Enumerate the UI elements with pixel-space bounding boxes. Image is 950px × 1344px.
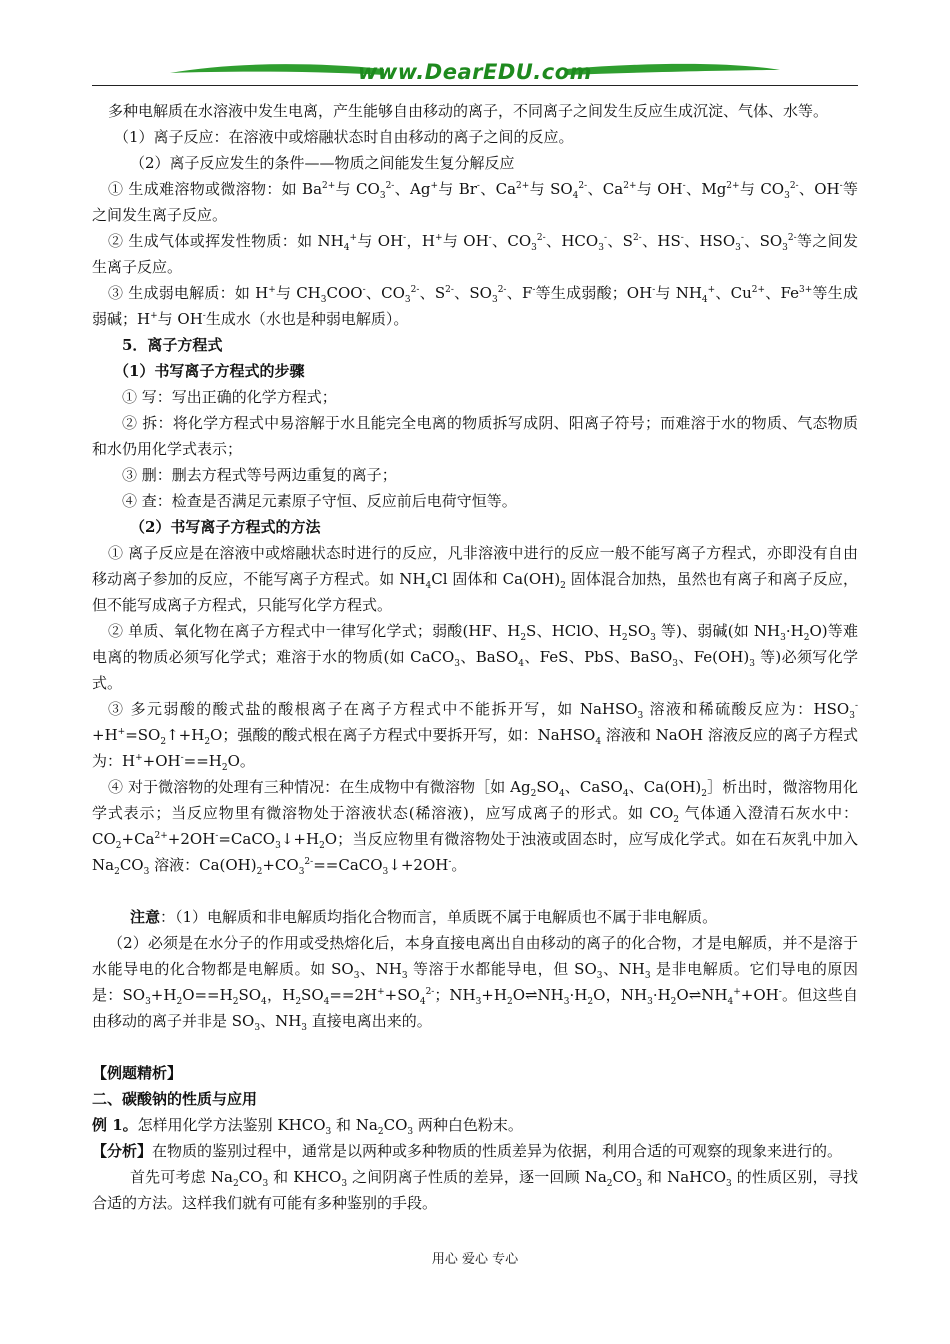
paragraph: 注意：（1）电解质和非电解质均指化合物而言，单质既不属于电解质也不属于非电解质。 <box>130 908 718 926</box>
paragraph: （2）必须是在水分子的作用或受热熔化后，本身直接电离出自由移动的离子的化合物，才是电解质，并不是溶于水能导电的化合物都是电解质。如 $SO_3$、$NH_3$ 等溶于水都能导电，但 $SO_3$、$NH_3$ 是非电解质。它们导电的原因是：$SO_3+H_2O==H_2SO_4$，$H_2SO_4==2H^++SO_4^{2-}$；$NH_3+H_2O\rightleftharpoons NH_3\cdot H_2O$，$NH_3\cdot H_2O\rightleftharpoons NH_4^++OH^-$。但这些自由移动的离子并非是 $SO_3$、$NH_3$ 直接电离出来的。 <box>92 934 858 1033</box>
paragraph: ② 单质、氧化物在离子方程式中一律写化学式；弱酸(HF、$H_2S$、HClO、$H_2SO_3$ 等)、弱碱(如 $NH_3\cdot H_2O$)等难电离的物质必须写化学式；难溶于水的物质(如 CaCO$_3$、BaSO$_4$、FeS、PbS、BaSO$_3$、$Fe(OH)_3$ 等)必须写化学式。 <box>92 622 858 692</box>
paragraph: 【例题精析】 <box>92 1064 183 1082</box>
paragraph <box>92 1034 858 1060</box>
paragraph: ④ 查：检查是否满足元素原子守恒、反应前后电荷守恒等。 <box>122 492 517 510</box>
paragraph: 【分析】在物质的鉴别过程中，通常是以两种或多种物质的性质差异为依据，利用合适的可观察的现象来进行的。 <box>92 1142 843 1160</box>
paragraph: ② 拆：将化学方程式中易溶解于水且能完全电离的物质拆写成阴、阳离子符号；而难溶于水的物质、气态物质和水仍用化学式表示； <box>92 414 858 458</box>
paragraph: ① 生成难溶物或微溶物：如 $Ba^{2+}$与 $CO_3^{2-}$、Ag+与 Br-、$Ca^{2+}$与 $SO_4^{2-}$、$Ca^{2+}$与 OH-、$Mg^{2+}$与 $CO_3^{2-}$、OH-等之间发生离子反应。 <box>92 180 859 224</box>
paragraph: ③ 生成弱电解质：如 H+与 $CH_3COO^-$、$CO_3^{2-}$、$S^{2-}$、$SO_3^{2-}$、F-等生成弱酸；OH-与 $NH_4^+$、$Cu^{2+}$、$Fe^{3+}$等生成弱碱；H+与 OH-生成水（水也是种弱电解质）。 <box>92 284 858 328</box>
paragraph: ① 离子反应是在溶液中或熔融状态时进行的反应，凡非溶液中进行的反应一般不能写离子方程式，亦即没有自由移动离子参加的反应，不能写离子方程式。如 $NH_4Cl$ 固体和 $Ca(OH)_2$ 固体混合加热，虽然也有离子和离子反应，但不能写成离子方程式，只能写化学方程式。 <box>92 544 858 614</box>
paragraph: 多种电解质在水溶液中发生电离，产生能够自由移动的离子，不同离子之间发生反应生成沉淀、气体、水等。 <box>108 102 829 120</box>
document-body <box>92 98 858 1216</box>
paragraph: （1）书写离子方程式的步骤 <box>114 362 305 380</box>
paragraph: ③ 删：删去方程式等号两边重复的离子； <box>122 466 397 484</box>
paragraph: （1）离子反应：在溶液中或熔融状态时自由移动的离子之间的反应。 <box>114 128 574 146</box>
paragraph: ④ 对于微溶物的处理有三种情况：在生成物中有微溶物［如 $Ag_2SO_4$、CaSO$_4$、$Ca(OH)_2]$析出时，微溶物用化学式表示；当反应物里有微溶物处于溶液状态(稀溶液)，应写成离子的形式。如 $CO_2$ 气体通入澄清石灰水中：$CO_2+Ca^{2+}+2OH^-=CaCO_3↓+H_2O$；当反应物里有微溶物处于浊液或固态时，应写成化学式。如在石灰乳中加入 $Na_2CO_3$ 溶液：$Ca(OH)_2+CO_3^{2-}==CaCO_3↓+2OH^-$。 <box>92 778 858 877</box>
paragraph: ② 生成气体或挥发性物质：如 $NH_4^+$与 OH-，H+与 OH-、$CO_3^{2-}$、$HCO_3^-$、$S^{2-}$、HS-、$HSO_3^-$、$SO_3^{2-}$等之间发生离子反应。 <box>92 232 859 276</box>
paragraph: 5．离子方程式 <box>122 336 223 354</box>
paragraph: 二、碳酸钠的性质与应用 <box>92 1090 258 1108</box>
paragraph: ③ 多元弱酸的酸式盐的酸根离子在离子方程式中不能拆开写，如 NaHSO$_3$ 溶液和稀硫酸反应为：$HSO_3^-+H^+=SO_2↑+H_2O$；强酸的酸式根在离子方程式中要拆开写，如：NaHSO$_4$ 溶液和 NaOH 溶液反应的离子方程式为：$H^++OH^-==H_2O$。 <box>92 700 858 773</box>
paragraph: ① 写：写出正确的化学方程式； <box>122 388 337 406</box>
site-logo[interactable]: www.DearEDU.com <box>357 60 593 84</box>
paragraph: 例 1。怎样用化学方法鉴别 $KHCO_3$ 和 $Na_2CO_3$ 两种白色粉末。 <box>92 1116 523 1137</box>
paragraph: （2）书写离子方程式的方法 <box>130 518 321 536</box>
page-footer: 用心 爱心 专心 <box>431 1252 519 1267</box>
paragraph: （2）离子反应发生的条件——物质之间能发生复分解反应 <box>130 154 515 172</box>
header-divider <box>92 85 858 86</box>
paragraph <box>92 878 858 904</box>
page-header <box>92 56 858 90</box>
paragraph: 首先可考虑 $Na_2CO_3$ 和 $KHCO_3$ 之间阴离子性质的差异，逐一回顾 $Na_2CO_3$ 和 NaHCO$_3$ 的性质区别，寻找合适的方法。这样我们就有可能有多种鉴别的手段。 <box>92 1168 859 1212</box>
